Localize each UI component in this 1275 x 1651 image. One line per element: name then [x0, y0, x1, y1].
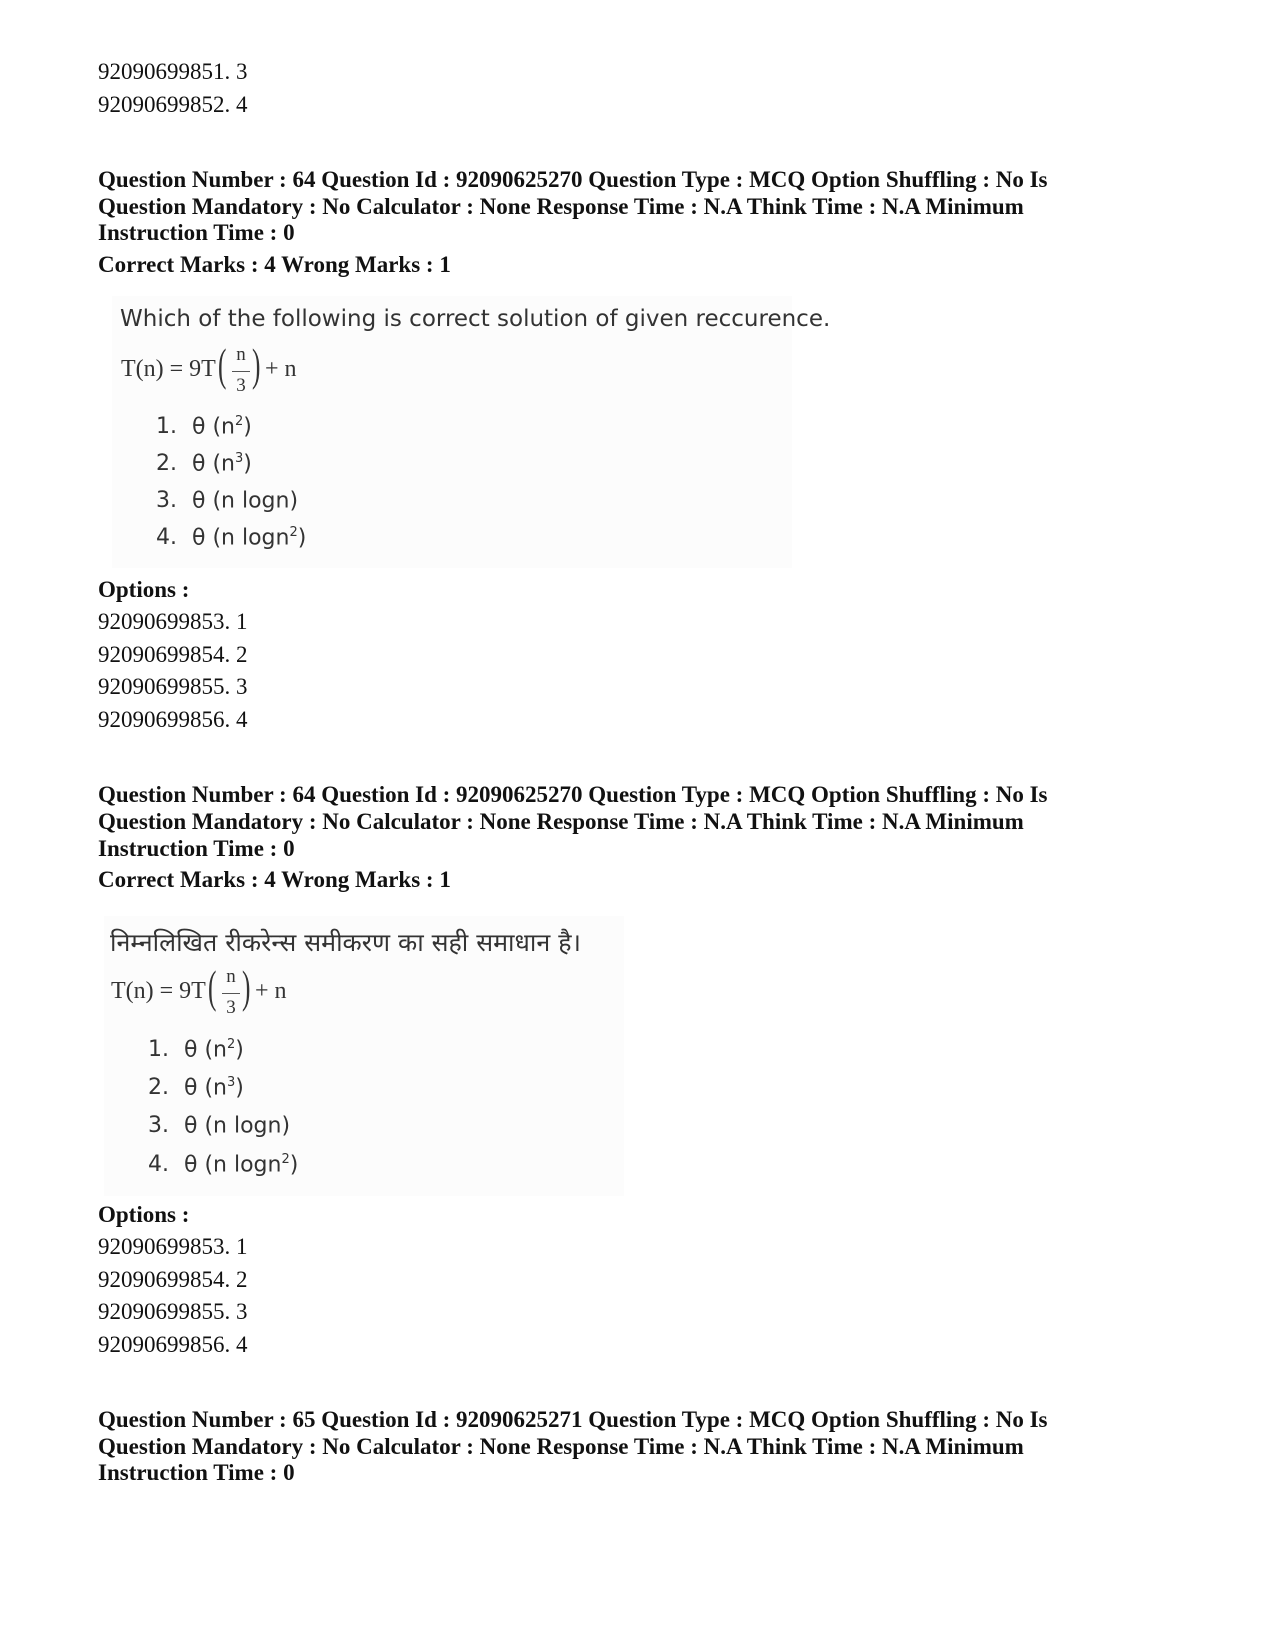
- option-line: 92090699855. 3: [98, 674, 248, 699]
- question-header: Instruction Time : 0: [98, 220, 295, 245]
- question-header: Instruction Time : 0: [98, 836, 295, 861]
- option-line: 92090699853. 1: [98, 609, 248, 634]
- question-header: Instruction Time : 0: [98, 1460, 295, 1485]
- options-label: Options :: [98, 1202, 190, 1227]
- question-header: Question Mandatory : No Calculator : None Response Time : N.A Think Time : N.A Minimum: [98, 809, 1024, 834]
- choice-item: 3. θ (n logn): [148, 1113, 291, 1139]
- question-header: Question Number : 64 Question Id : 92090625270 Question Type : MCQ Option Shuffling : No Is: [98, 782, 1048, 807]
- question-header: Question Mandatory : No Calculator : None Response Time : N.A Think Time : N.A Minimum: [98, 194, 1024, 219]
- question-text: निम्नलिखित रीकरेन्स समीकरण का सही समाधान है।: [110, 928, 581, 957]
- fraction-bar: [222, 993, 240, 994]
- option-line: 92090699851. 3: [98, 59, 248, 84]
- option-line: 92090699854. 2: [98, 1267, 248, 1292]
- equation-lhs: T(n) = 9T: [111, 978, 206, 1004]
- question-header: Question Number : 64 Question Id : 92090625270 Question Type : MCQ Option Shuffling : No Is: [98, 167, 1048, 192]
- equation-rhs: + n: [255, 978, 287, 1004]
- left-paren: (: [208, 961, 217, 1012]
- fraction-denominator: 3: [226, 997, 236, 1018]
- left-paren: (: [218, 339, 227, 390]
- fraction-numerator: n: [236, 344, 246, 365]
- right-paren: ): [242, 961, 251, 1012]
- marks-line: Correct Marks : 4 Wrong Marks : 1: [98, 252, 451, 277]
- choice-item: 1. θ $(n^2)$: [148, 1037, 244, 1063]
- question-header: Question Mandatory : No Calculator : None Response Time : N.A Think Time : N.A Minimum: [98, 1434, 1024, 1459]
- option-line: 92090699855. 3: [98, 1299, 248, 1324]
- choice-item: 3. θ (n logn): [156, 488, 299, 514]
- fraction-denominator: 3: [236, 375, 246, 396]
- choice-item: 4. θ (n logn$^2$): [148, 1152, 299, 1178]
- choice-item: 2. θ $(n^3)$: [156, 451, 252, 477]
- fraction-numerator: n: [226, 966, 236, 987]
- right-paren: ): [252, 339, 261, 390]
- choice-item: 1. θ $(n^2)$: [156, 414, 252, 440]
- option-line: 92090699852. 4: [98, 92, 248, 117]
- question-text: Which of the following is correct solution of given reccurence.: [120, 306, 831, 332]
- options-label: Options :: [98, 577, 190, 602]
- choice-item: 2. θ $(n^3)$: [148, 1075, 244, 1101]
- fraction-bar: [232, 371, 250, 372]
- equation-rhs: + n: [265, 356, 297, 382]
- option-line: 92090699856. 4: [98, 707, 248, 732]
- equation-lhs: T(n) = 9T: [121, 356, 216, 382]
- choice-item: 4. θ (n logn$^2$): [156, 525, 307, 551]
- option-line: 92090699856. 4: [98, 1332, 248, 1357]
- question-image: [112, 296, 831, 568]
- option-line: 92090699854. 2: [98, 642, 248, 667]
- option-line: 92090699853. 1: [98, 1234, 248, 1259]
- marks-line: Correct Marks : 4 Wrong Marks : 1: [98, 867, 451, 892]
- question-image: [104, 916, 624, 1196]
- question-header: Question Number : 65 Question Id : 92090625271 Question Type : MCQ Option Shuffling : No Is: [98, 1407, 1048, 1432]
